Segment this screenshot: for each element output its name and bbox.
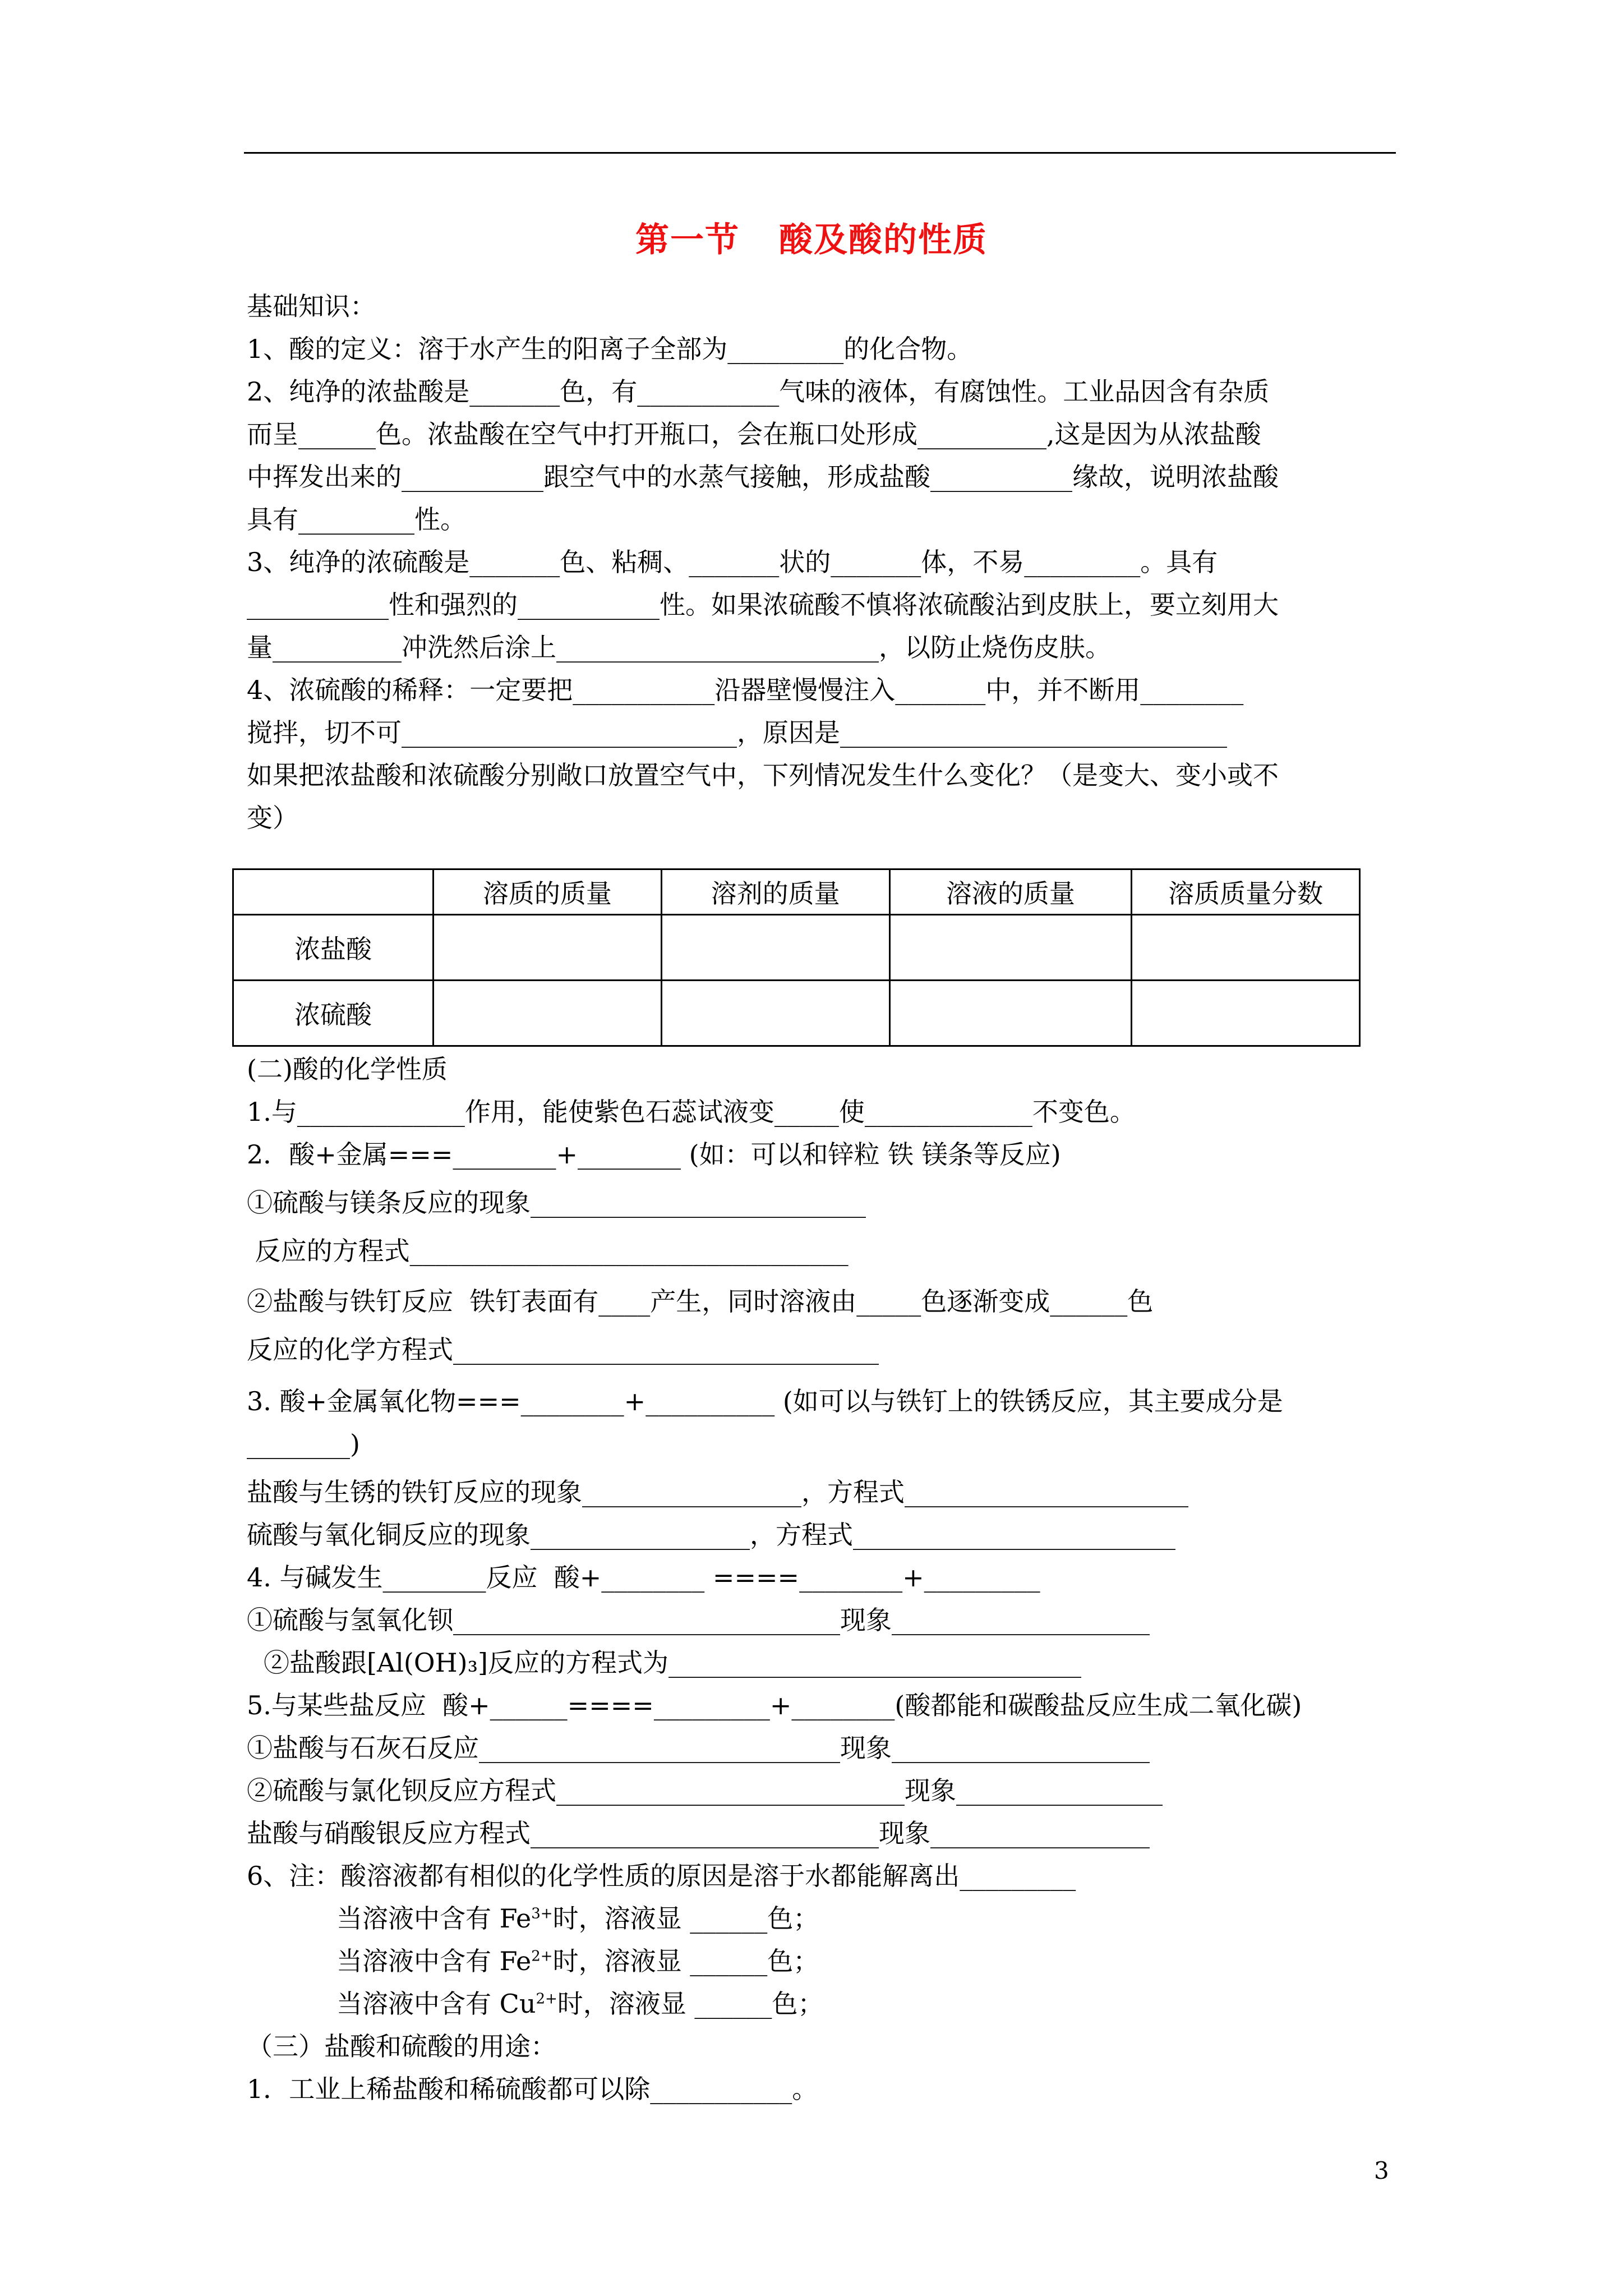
header-rule [244, 152, 1396, 154]
table-header-cell: 溶剂的质量 [661, 869, 889, 915]
text-line: ②盐酸跟[Al(OH)₃]反应的方程式为________________________________ [264, 1648, 1081, 1678]
text-line: ②盐酸与铁钉反应 铁钉表面有____产生，同时溶液由_____色逐渐变成______色 [247, 1286, 1154, 1317]
text-line: 反应的化学方程式_________________________________ [247, 1335, 879, 1365]
page-number: 3 [1374, 2157, 1389, 2184]
text-line: 硫酸与氧化铜反应的现象_________________，方程式_________________________ [247, 1520, 1175, 1550]
text-line: 2．酸+金属===________+________ (如：可以和锌粒 铁 镁条等反应) [247, 1139, 1061, 1170]
text-line: 3. 酸+金属氧化物===________+__________ (如可以与铁钉上的铁锈反应，其主要成分是 [247, 1386, 1283, 1416]
table-row [233, 981, 1360, 1046]
text-line: 3、纯净的浓硫酸是_______色、粘稠、_______状的_______体，不易_________。具有 [247, 547, 1218, 577]
text-line: 6、注：酸溶液都有相似的化学性质的原因是溶于水都能解离出_________ [247, 1861, 1076, 1891]
text-line: 反应的方程式__________________________________ [247, 1236, 849, 1266]
text-line: 盐酸与硝酸银反应方程式___________________________现象_________________ [247, 1818, 1150, 1848]
table-cell: 浓盐酸 [233, 915, 434, 981]
text-line: 2、纯净的浓盐酸是_______色，有___________气味的液体，有腐蚀性。工业品因含有杂质 [247, 376, 1270, 407]
table-cell[interactable] [661, 915, 889, 981]
table-row [233, 915, 1360, 981]
text-line: 变） [247, 803, 298, 833]
section-heading: （三）盐酸和硫酸的用途： [247, 2031, 556, 2062]
table-cell[interactable] [1132, 915, 1360, 981]
title-topic: 酸及酸的性质 [779, 220, 988, 260]
table-header-cell [233, 869, 434, 915]
text-line: 4. 与碱发生________反应 酸+________ ====________+_________ [247, 1562, 1040, 1593]
concentration-change-table [232, 868, 1361, 1047]
text-line: 如果把浓盐酸和浓硫酸分别敞口放置空气中，下列情况发生什么变化？（是变大、变小或不 [247, 760, 1279, 790]
page-title [0, 213, 1623, 261]
text-line: 而呈______色。浓盐酸在空气中打开瓶口，会在瓶口处形成__________,这是因为从浓盐酸 [247, 419, 1261, 449]
table-cell[interactable] [889, 915, 1132, 981]
text-line: ②硫酸与氯化钡反应方程式___________________________现象________________ [247, 1775, 1163, 1806]
table-header-cell: 溶质的质量 [433, 869, 661, 915]
table-cell[interactable] [433, 915, 661, 981]
text-line: 1、酸的定义：溶于水产生的阳离子全部为_________的化合物。 [247, 334, 973, 364]
text-line: ①硫酸与氢氧化钡______________________________现象____________________ [247, 1605, 1150, 1635]
text-line: 量__________冲洗然后涂上_________________________，以防止烧伤皮肤。 [247, 632, 1111, 662]
ion-line: 当溶液中含有 $Cu^{2+}$时，溶液显 ______色； [336, 1989, 824, 2019]
text-line: 盐酸与生锈的铁钉反应的现象_________________，方程式______________________ [247, 1477, 1188, 1507]
text-line: ①硫酸与镁条反应的现象__________________________ [247, 1188, 866, 1218]
table-cell[interactable] [433, 981, 661, 1046]
text-line: 中挥发出来的___________跟空气中的水蒸气接触，形成盐酸___________缘故，说明浓盐酸 [247, 462, 1279, 492]
text-line: 1.与_____________作用，能使紫色石蕊试液变_____使_____________不变色。 [247, 1097, 1136, 1127]
text-line: 1．工业上稀盐酸和稀硫酸都可以除___________。 [247, 2074, 818, 2104]
text-line: ________) [247, 1429, 360, 1459]
text-line: 搅拌，切不可__________________________，原因是______________________________ [247, 717, 1227, 748]
ion-line: 当溶液中含有 $Fe^{2+}$时，溶液显 ______色； [336, 1946, 819, 1976]
text-line: ①盐酸与石灰石反应____________________________现象____________________ [247, 1733, 1150, 1763]
text-line: 4、浓硫酸的稀释：一定要把___________沿器壁慢慢注入_______中，并不断用________ [247, 675, 1244, 705]
table-cell: 浓硫酸 [233, 981, 434, 1046]
text-line: 5.与某些盐反应 酸+______====_________+________(酸都能和碳酸盐反应生成二氧化碳) [247, 1690, 1302, 1720]
table-cell[interactable] [889, 981, 1132, 1046]
section-heading: (二)酸的化学性质 [247, 1054, 448, 1084]
text-line: 具有_________性。 [247, 504, 466, 535]
table-cell[interactable] [661, 981, 889, 1046]
text-line: ___________性和强烈的___________性。如果浓硫酸不慎将浓硫酸沾到皮肤上，要立刻用大 [247, 590, 1279, 620]
ion-line: 当溶液中含有 $Fe^{3+}$时，溶液显 ______色； [336, 1903, 819, 1934]
title-section: 第一节 [635, 220, 740, 260]
table-header-cell: 溶质质量分数 [1132, 869, 1360, 915]
table-cell[interactable] [1132, 981, 1360, 1046]
table-header-cell: 溶液的质量 [889, 869, 1132, 915]
text-line: 基础知识： [247, 291, 376, 321]
